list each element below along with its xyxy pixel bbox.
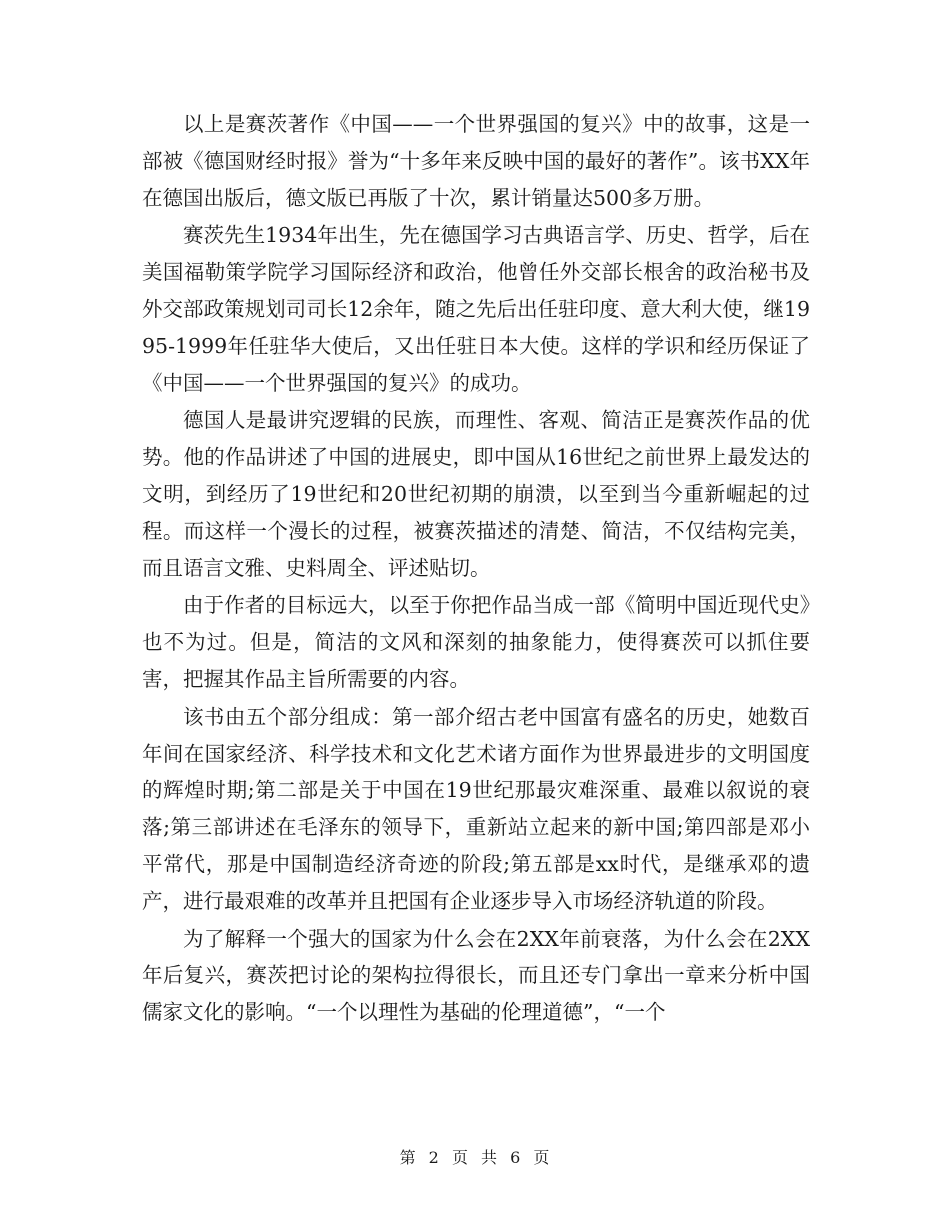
paragraph-6: 为了解释一个强大的国家为什么会在2XX年前衰落，为什么会在2XX年后复兴，赛茨把讨论的架构拉得很长，而且还专门拿出一章来分析中国儒家文化的影响。“一个以理性为基础的伦理道德”，“一个 — [142, 926, 810, 1025]
page-footer: 第 2 页 共 6 页 — [399, 1148, 551, 1167]
document-body — [142, 106, 810, 1032]
paragraph-4: 由于作者的目标远大，以至于你把作品当成一部《简明中国近现代史》也不为过。但是，简洁的文风和深刻的抽象能力，使得赛茨可以抓住要害，把握其作品主旨所需要的内容。 — [142, 593, 810, 691]
paragraph-1: 以上是赛茨著作《中国——一个世界强国的复兴》中的故事，这是一部被《德国财经时报》誉为“十多年来反映中国的最好的著作”。该书XX年在德国出版后，德文版已再版了十次，累计销量达500多万册。 — [142, 112, 810, 210]
paragraph-3: 德国人是最讲究逻辑的民族，而理性、客观、简洁正是赛茨作品的优势。他的作品讲述了中国的进展史，即中国从16世纪之前世界上最发达的文明，到经历了19世纪和20世纪初期的崩溃，以至到当今重新崛起的过程。而这样一个漫长的过程，被赛茨描述的清楚、简洁，不仅结构完美，而且语言文雅、史料周全、评述贴切。 — [142, 408, 810, 580]
paragraph-5: 该书由五个部分组成：第一部介绍古老中国富有盛名的历史，她数百年间在国家经济、科学技术和文化艺术诸方面作为世界最进步的文明国度的辉煌时期;第二部是关于中国在19世纪那最灾难深重、最难以叙说的衰落;第三部讲述在毛泽东的领导下，重新站立起来的新中国;第四部是邓小平常代，那是中国制造经济奇迹的阶段;第五部是xx时代，是继承邓的遗产，进行最艰难的改革并且把国有企业逐步导入市场经济轨道的阶段。 — [142, 704, 810, 913]
paragraph-2: 赛茨先生1934年出生，先在德国学习古典语言学、历史、哲学，后在美国福勒策学院学习国际经济和政治，他曾任外交部长根舍的政治秘书及外交部政策规划司司长12余年，随之先后出任驻印度、意大利大使，继1995-1999年任驻华大使后，又出任驻日本大使。这样的学识和经历保证了《中国——一个世界强国的复兴》的成功。 — [142, 223, 810, 395]
